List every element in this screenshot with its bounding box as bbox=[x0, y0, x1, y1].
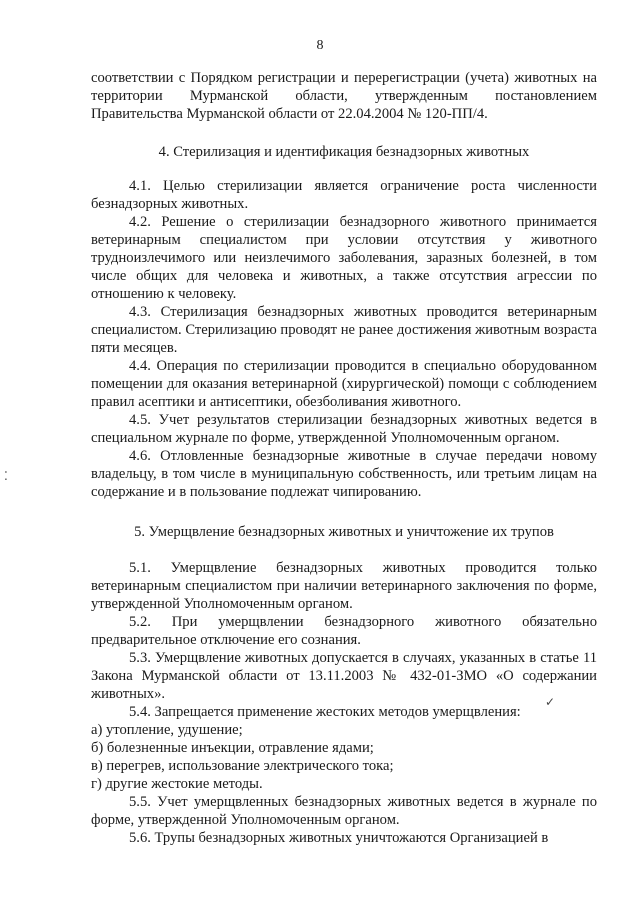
list-item-a: а) утопление, удушение; bbox=[91, 722, 243, 738]
section-4-heading: 4. Стерилизация и идентификация безнадзорных животных bbox=[158, 144, 530, 160]
document-body bbox=[91, 69, 597, 847]
paragraph-4-2: 4.2. Решение о стерилизации безнадзорного животного принимается ветеринарным специалистом при условии отсутствия у животного трудноизлечимого или неизлечимого заболевания, заразных болезней, в том числе общих для человека и животных, а также отсутствия агрессии по отношению к человеку. bbox=[91, 214, 597, 302]
list-item-v: в) перегрев, использование электрического тока; bbox=[91, 758, 394, 774]
scan-mark: ⁚ bbox=[4, 469, 8, 483]
paragraph-5-3: 5.3. Умерщвление животных допускается в случаях, указанных в статье 11 Закона Мурманской области от 13.11.2003 № 432-01-ЗМО «О содержании животных». bbox=[91, 650, 597, 702]
paragraph-4-1: 4.1. Целью стерилизации является ограничение роста численности безнадзорных животных. bbox=[91, 178, 597, 212]
paragraph-5-4: 5.4. Запрещается применение жестоких методов умерщвления: bbox=[129, 704, 521, 720]
paragraph-5-2: 5.2. При умерщвлении безнадзорного животного обязательно предварительное отключение его сознания. bbox=[91, 614, 597, 648]
paragraph-4-6: 4.6. Отловленные безнадзорные животные в случае передачи новому владельцу, в том числе в муниципальную собственность, или третьим лицам на содержание и в пользование подлежат чипированию. bbox=[91, 448, 597, 500]
paragraph-5-5: 5.5. Учет умерщвленных безнадзорных животных ведется в журнале по форме, утвержденной Уполномоченным органом. bbox=[91, 794, 597, 828]
intro-paragraph: соответствии с Порядком регистрации и перерегистрации (учета) животных на территории Мурманской области, утвержденным постановлением Правительства Мурманской области от 22.04.2004 № 120-ПП/4. bbox=[91, 70, 597, 122]
paragraph-4-5: 4.5. Учет результатов стерилизации безнадзорных животных ведется в специальном журнале по форме, утвержденной Уполномоченным органом. bbox=[91, 412, 597, 446]
list-item-b: б) болезненные инъекции, отравление ядами; bbox=[91, 740, 374, 756]
list-item-g: г) другие жестокие методы. bbox=[91, 776, 263, 792]
scan-checkmark: ✓ bbox=[545, 695, 556, 709]
page-number: 8 bbox=[316, 38, 324, 53]
paragraph-5-6: 5.6. Трупы безнадзорных животных уничтожаются Организацией в bbox=[129, 830, 549, 846]
paragraph-4-3: 4.3. Стерилизация безнадзорных животных проводится ветеринарным специалистом. Стерилизацию проводят не ранее достижения животным возраста пяти месяцев. bbox=[91, 304, 597, 356]
section-5-heading: 5. Умерщвление безнадзорных животных и уничтожение их трупов bbox=[134, 524, 554, 540]
paragraph-4-4: 4.4. Операция по стерилизации проводится в специально оборудованном помещении для оказания ветеринарной (хирургической) помощи с соблюдением правил асептики и антисептики, обезболивания животного. bbox=[91, 358, 597, 410]
paragraph-5-1: 5.1. Умерщвление безнадзорных животных проводится только ветеринарным специалистом при наличии ветеринарного заключения по форме, утвержденной Уполномоченным органом. bbox=[91, 560, 597, 612]
